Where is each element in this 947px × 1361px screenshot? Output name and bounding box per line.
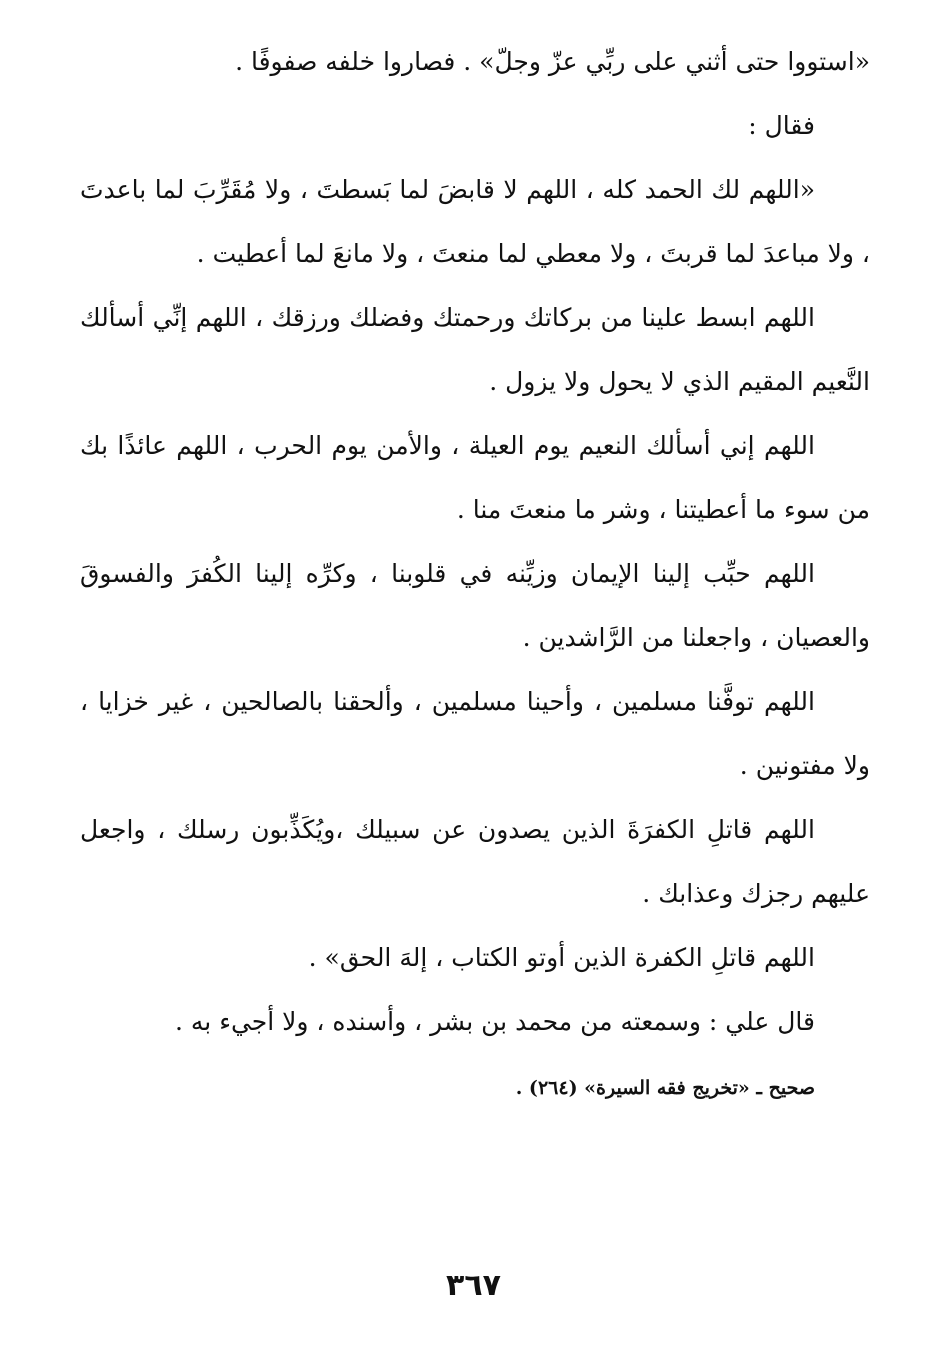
footnote: صحيح ـ «تخريج فقه السيرة» (٢٦٤) . xyxy=(515,1077,815,1099)
paragraph-dua-2: اللهم ابسط علينا من بركاتك ورحمتك وفضلك ورزقك ، اللهم إنِّي أسألك النَّعيم المقيم الذي لا يحول ولا يزول . xyxy=(80,303,870,396)
paragraph-dua-4: اللهم حبِّب إلينا الإيمان وزيِّنه في قلوبنا ، وكرِّه إلينا الكُفرَ والفسوقَ والعصيان ، واجعلنا من الرَّاشدين . xyxy=(80,559,870,652)
paragraph-dua-6: اللهم قاتلِ الكفرَةَ الذين يصدون عن سبيلك ،ويُكَذِّبون رسلك ، واجعل عليهم رجزك وعذابك . xyxy=(80,815,870,908)
page-number: ٣٦٧ xyxy=(446,1268,501,1303)
paragraph-dua-1: «اللهم لك الحمد كله ، اللهم لا قابضَ لما بَسطتَ ، ولا مُقَرِّبَ لما باعدتَ ، ولا مباعدَ لما قربتَ ، ولا معطي لما منعتَ ، ولا مانعَ لما أعطيت . xyxy=(80,175,870,268)
paragraph-opening: «استووا حتى أثني على ربِّي عزّ وجلّ» . فصاروا خلفه صفوفًا . xyxy=(235,47,870,76)
paragraph-narrator: قال علي : وسمعته من محمد بن بشر ، وأسنده ، ولا أجيء به . xyxy=(175,1007,815,1036)
paragraph-dua-7: اللهم قاتلِ الكفرة الذين أوتو الكتاب ، إلهَ الحق» . xyxy=(308,943,815,972)
paragraph-dua-3: اللهم إني أسألك النعيم يوم العيلة ، والأمن يوم الحرب ، اللهم عائذًا بك من سوء ما أعطيتنا ، وشر ما منعتَ منا . xyxy=(80,431,870,524)
paragraph-faqal: فقال : xyxy=(748,111,815,140)
paragraph-dua-5: اللهم توفَّنا مسلمين ، وأحينا مسلمين ، وألحقنا بالصالحين ، غير خزايا ، ولا مفتونين . xyxy=(80,687,870,780)
document-page xyxy=(80,30,870,1330)
